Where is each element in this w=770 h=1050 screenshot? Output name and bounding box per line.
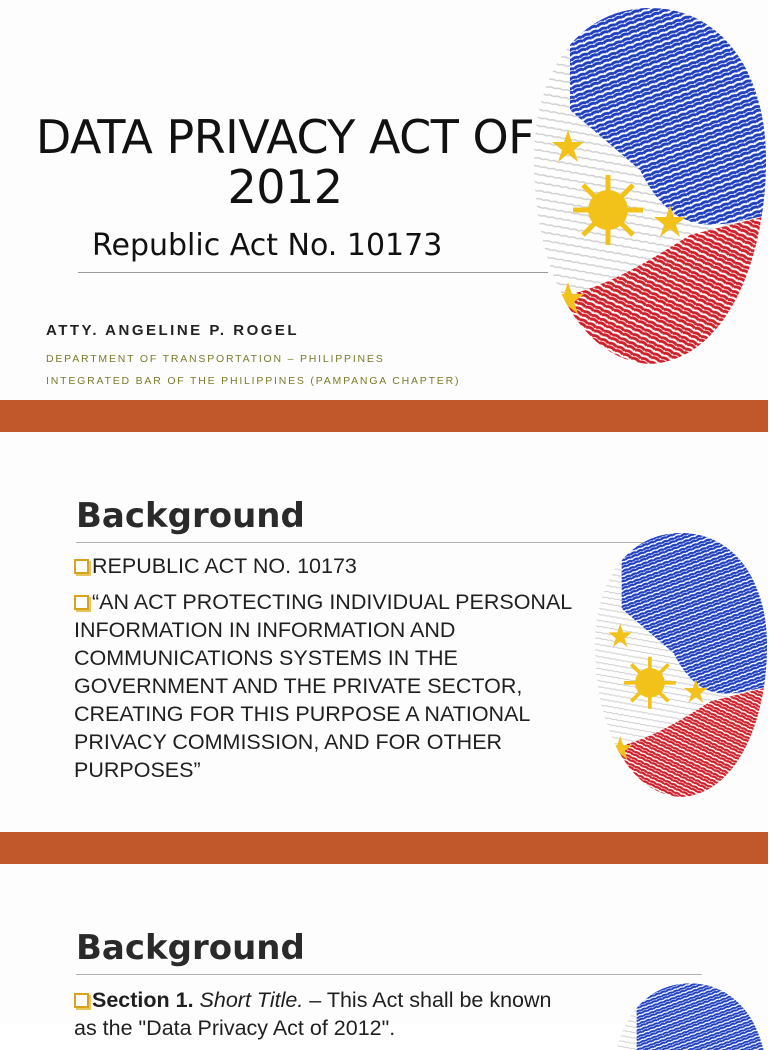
section-title: Short Title. [199,988,304,1012]
square-bullet-icon [74,595,89,610]
title-slide [0,0,768,400]
philippine-flag-fingerprint-icon [610,978,770,1038]
background-slide-2 [0,864,768,1040]
heading-rule [76,974,702,975]
bullet-list [74,986,574,1050]
slide-divider [0,400,768,432]
slide-heading: Background [76,928,305,968]
slide-subtitle: Republic Act No. 10173 [92,228,443,263]
philippine-flag-fingerprint-icon [592,520,770,810]
slide-heading: Background [76,496,305,536]
bullet-text: “AN ACT PROTECTING INDIVIDUAL PERSONAL INFORMATION IN INFORMATION AND COMMUNICATIONS SYSTEMS IN THE GOVERNMENT AND THE PRIVATE SECTOR, CREATING FOR THIS PURPOSE A NATIONAL PRIVACY COMMISSION, AND FOR OTHER PURPOSES” [74,590,572,782]
slide-divider [0,832,768,864]
list-item [74,552,594,580]
title-rule [78,272,548,273]
bullet-text: REPUBLIC ACT NO. 10173 [92,554,357,578]
affiliation-1: DEPARTMENT OF TRANSPORTATION – PHILIPPINES [46,353,385,365]
slide-title: DATA PRIVACY ACT OF 2012 [35,110,535,214]
square-bullet-icon [74,993,89,1008]
square-bullet-icon [74,559,89,574]
author-name: ATTY. ANGELINE P. ROGEL [46,322,300,339]
philippine-flag-fingerprint-icon [530,0,770,372]
bullet-list [74,552,594,792]
list-item [74,986,574,1042]
list-item [74,588,594,784]
section-text: – This Act shall be known as the "Data Privacy Act of 2012". [74,988,552,1040]
section-label: Section 1. [92,988,194,1012]
affiliation-2: INTEGRATED BAR OF THE PHILIPPINES (PAMPANGA CHAPTER) [46,375,461,387]
background-slide [0,432,768,832]
